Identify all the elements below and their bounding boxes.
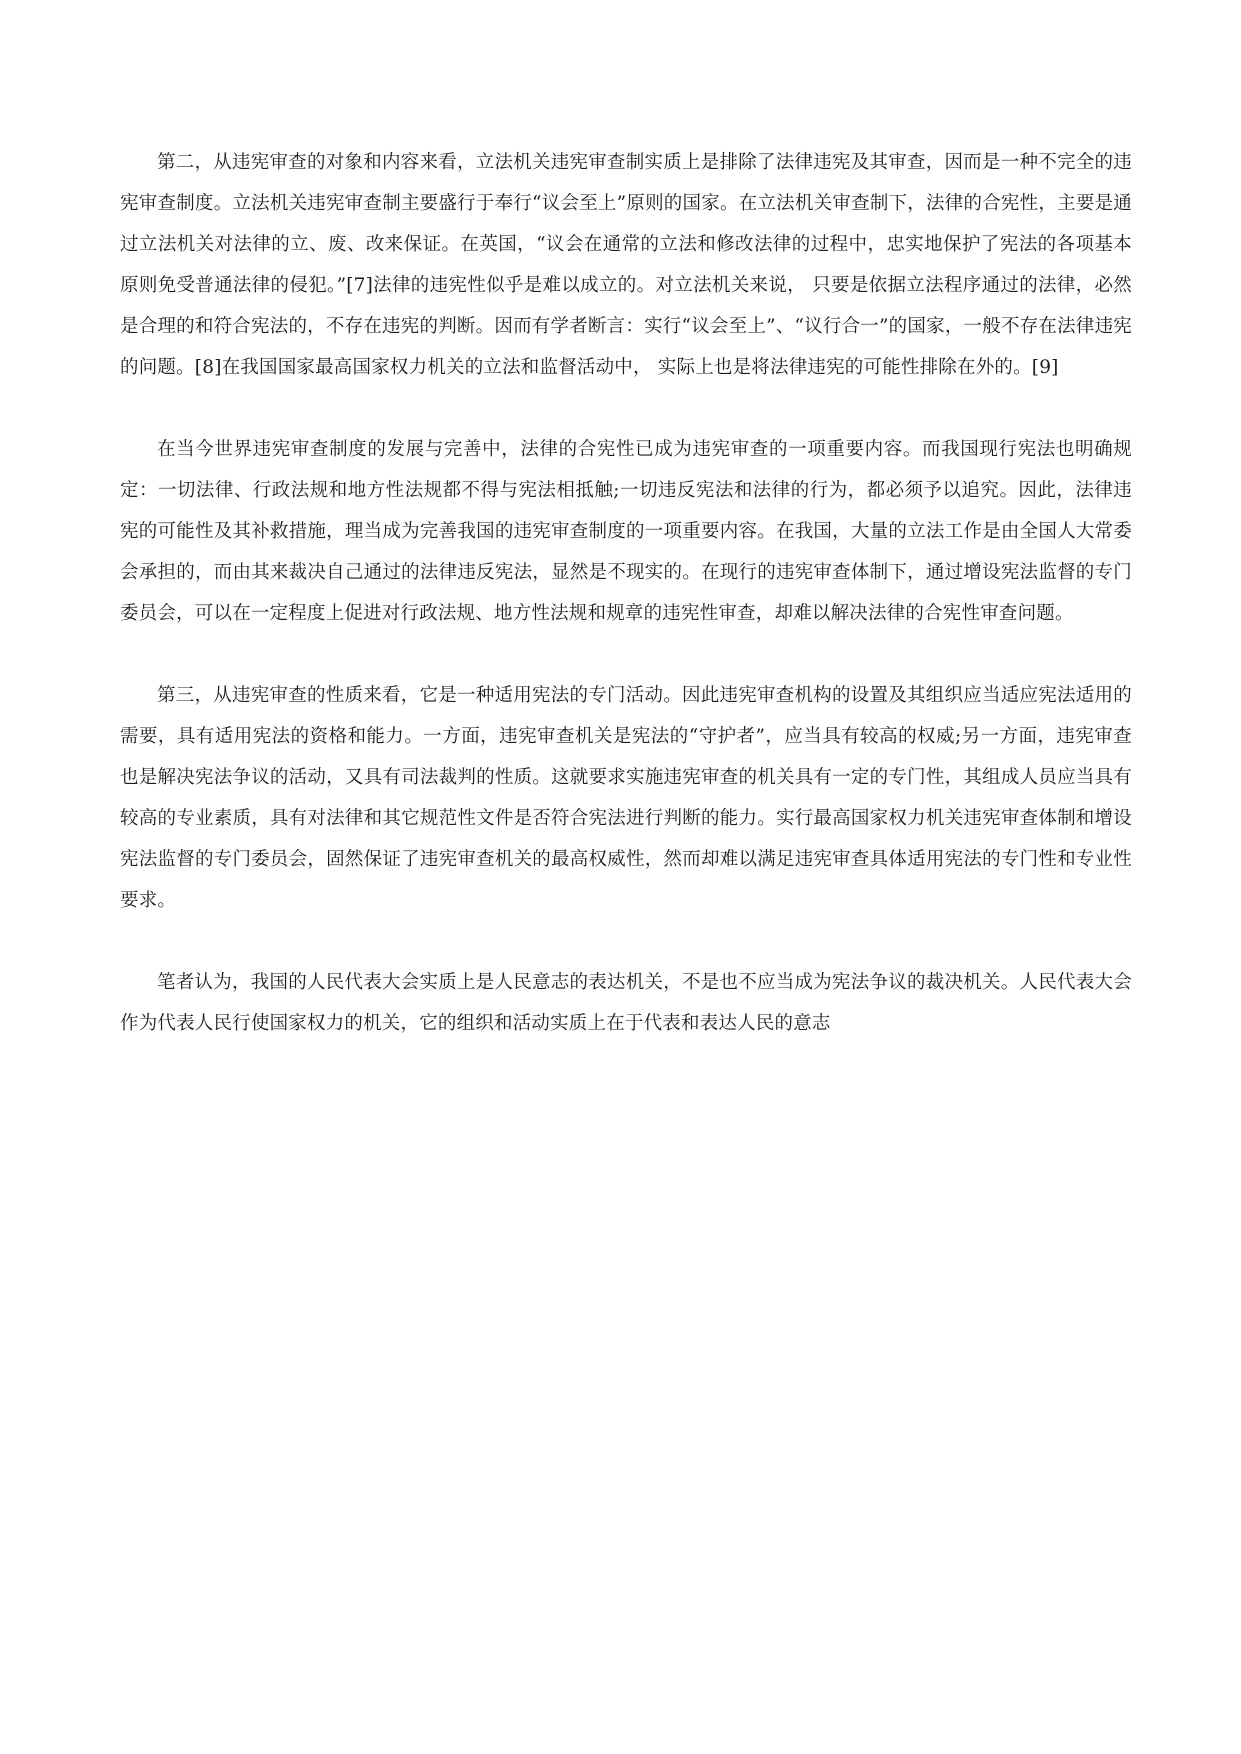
paragraph-3: 第三，从违宪审查的性质来看，它是一种适用宪法的专门活动。因此违宪审查机构的设置及其组织应当适应宪法适用的需要，具有适用宪法的资格和能力。一方面，违宪审查机关是宪法的“守护者”，应当具有较高的权威;另一方面，违宪审查也是解决宪法争议的活动，又具有司法裁判的性质。这就要求实施违宪审查的机关具有一定的专门性，其组成人员应当具有较高的专业素质，具有对法律和其它规范性文件是否符合宪法进行判断的能力。实行最高国家权力机关违宪审查体制和增设宪法监督的专门委员会，固然保证了违宪审查机关的最高权威性，然而却难以满足违宪审查具体适用宪法的专门性和专业性要求。	[120, 685, 1132, 911]
document-body	[120, 142, 1132, 1044]
paragraph-4: 笔者认为，我国的人民代表大会实质上是人民意志的表达机关，不是也不应当成为宪法争议的裁决机关。人民代表大会作为代表人民行使国家权力的机关，它的组织和活动实质上在于代表和表达人民的意志	[120, 972, 1132, 1034]
paragraph-1: 第二，从违宪审查的对象和内容来看，立法机关违宪审查制实质上是排除了法律违宪及其审查，因而是一种不完全的违宪审查制度。立法机关违宪审查制主要盛行于奉行“议会至上”原则的国家。在立法机关审查制下，法律的合宪性，主要是通过立法机关对法律的立、废、改来保证。在英国，“议会在通常的立法和修改法律的过程中，忠实地保护了宪法的各项基本原则免受普通法律的侵犯。”[7]法律的违宪性似乎是难以成立的。对立法机关来说， 只要是依据立法程序通过的法律，必然是合理的和符合宪法的，不存在违宪的判断。因而有学者断言：实行“议会至上”、“议行合一”的国家，一般不存在法律违宪的问题。[8]在我国国家最高国家权力机关的立法和监督活动中， 实际上也是将法律违宪的可能性排除在外的。[9]	[120, 152, 1132, 378]
paragraph-2: 在当今世界违宪审查制度的发展与完善中，法律的合宪性已成为违宪审查的一项重要内容。而我国现行宪法也明确规定：一切法律、行政法规和地方性法规都不得与宪法相抵触;一切违反宪法和法律的行为，都必须予以追究。因此，法律违宪的可能性及其补救措施，理当成为完善我国的违宪审查制度的一项重要内容。在我国，大量的立法工作是由全国人大常委会承担的，而由其来裁决自己通过的法律违反宪法，显然是不现实的。在现行的违宪审查体制下，通过增设宪法监督的专门委员会，可以在一定程度上促进对行政法规、地方性法规和规章的违宪性审查，却难以解决法律的合宪性审查问题。	[120, 439, 1132, 624]
